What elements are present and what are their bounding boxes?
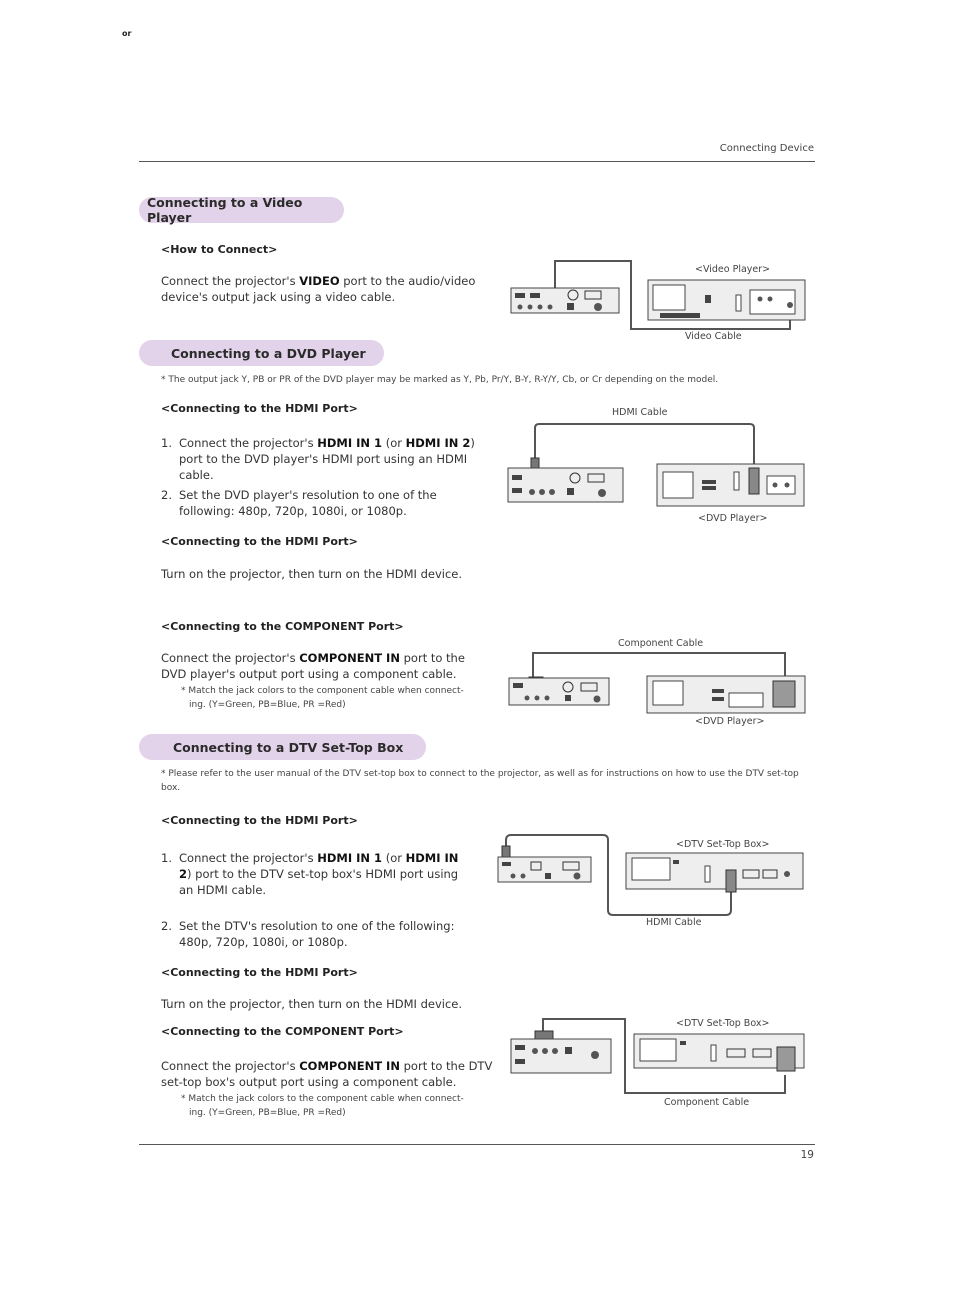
dtv-turn-on-text: Turn on the projector, then turn on the HDMI device.: [161, 997, 463, 1011]
dvd-component-cable-label: Component Cable: [618, 638, 704, 649]
section-title-dvd: Connecting to a DVD Player: [139, 340, 384, 366]
dtv-hdmi-heading: <Connecting to the HDMI Port>: [161, 814, 358, 827]
projector-panel: [508, 468, 623, 502]
dvd-hdmi-cable-label: HDMI Cable: [612, 407, 668, 418]
video-instructions: Connect the projector's VIDEO port to the audio/video device's output jack using a video cable.: [161, 274, 476, 304]
section-title-video: Connecting to a Video Player: [139, 197, 344, 223]
dvd-component-diagram: [505, 645, 815, 720]
dvd-player-label-1: <DVD Player>: [698, 513, 768, 524]
dvd-hdmi-heading-2: <Connecting to the HDMI Port>: [161, 535, 358, 548]
dvd-component-heading: <Connecting to the COMPONENT Port>: [161, 620, 404, 633]
dvd-step-1: 1. Connect the projector's HDMI IN 1 (or HDMI IN 2) port to the DVD player's HDMI port using an HDMI cable.: [161, 436, 475, 482]
dtv-hdmi-heading-2: <Connecting to the HDMI Port>: [161, 966, 358, 979]
dtv-hdmi-cable-label: HDMI Cable: [646, 917, 702, 928]
video-connection-diagram: [500, 255, 820, 335]
footer-rule: [139, 1144, 815, 1145]
dtv-component-diagram: [505, 1015, 810, 1095]
running-header: Connecting Device: [719, 143, 814, 154]
dvd-note: * The output jack Y, PB or PR of the DVD player may be marked as Y, Pb, Pr/Y, B-Y, R-Y/Y, Cb, or Cr depending on the model.: [161, 375, 719, 385]
corner-mark: or: [122, 29, 132, 38]
dvd-player-label-2: <DVD Player>: [695, 716, 765, 727]
dtv-step-1: 1. Connect the projector's HDMI IN 1 (or HDMI IN 2) port to the DTV set-top box's HDMI port using an HDMI cable.: [161, 851, 459, 897]
video-player-label: <Video Player>: [695, 264, 771, 275]
dtv-component-cable-label: Component Cable: [664, 1097, 750, 1108]
dvd-component-instructions: Connect the projector's COMPONENT IN port to the DVD player's output port using a component cable.: [161, 651, 465, 681]
section-title-dtv: Connecting to a DTV Set-Top Box: [139, 734, 426, 760]
video-cable-label: Video Cable: [685, 331, 742, 342]
dtv-hdmi-diagram: [495, 830, 810, 920]
dtv-stb-label-1: <DTV Set-Top Box>: [676, 839, 770, 850]
dtv-component-note: * Match the jack colors to the component cable when connect- ing. (Y=Green, PB=Blue, PR =Red): [181, 1094, 464, 1118]
dvd-step-2: 2. Set the DVD player's resolution to one of the following: 480p, 720p, 1080i, or 1080p.: [161, 488, 437, 518]
dvd-hdmi-heading: <Connecting to the HDMI Port>: [161, 402, 358, 415]
page-number: 19: [800, 1149, 814, 1161]
how-to-connect-heading: <How to Connect>: [161, 243, 278, 256]
dvd-turn-on-text: Turn on the projector, then turn on the HDMI device.: [161, 567, 463, 581]
dtv-component-heading: <Connecting to the COMPONENT Port>: [161, 1025, 404, 1038]
dtv-note: * Please refer to the user manual of the DTV set-top box to connect to the projector, as well as for instructions on how to use the DTV set-top box.: [161, 769, 799, 793]
dtv-component-instructions: Connect the projector's COMPONENT IN port to the DTV set-top box's output port using a component cable.: [161, 1059, 493, 1089]
dtv-step-2: 2. Set the DTV's resolution to one of the following: 480p, 720p, 1080i, or 1080p.: [161, 919, 455, 949]
dvd-component-note: * Match the jack colors to the component cable when connect- ing. (Y=Green, PB=Blue, PR =Red): [181, 686, 464, 710]
projector-panel: [511, 288, 619, 313]
header-rule: [139, 161, 815, 162]
dtv-stb-label-2: <DTV Set-Top Box>: [676, 1018, 770, 1029]
dvd-hdmi-diagram: [505, 420, 815, 510]
